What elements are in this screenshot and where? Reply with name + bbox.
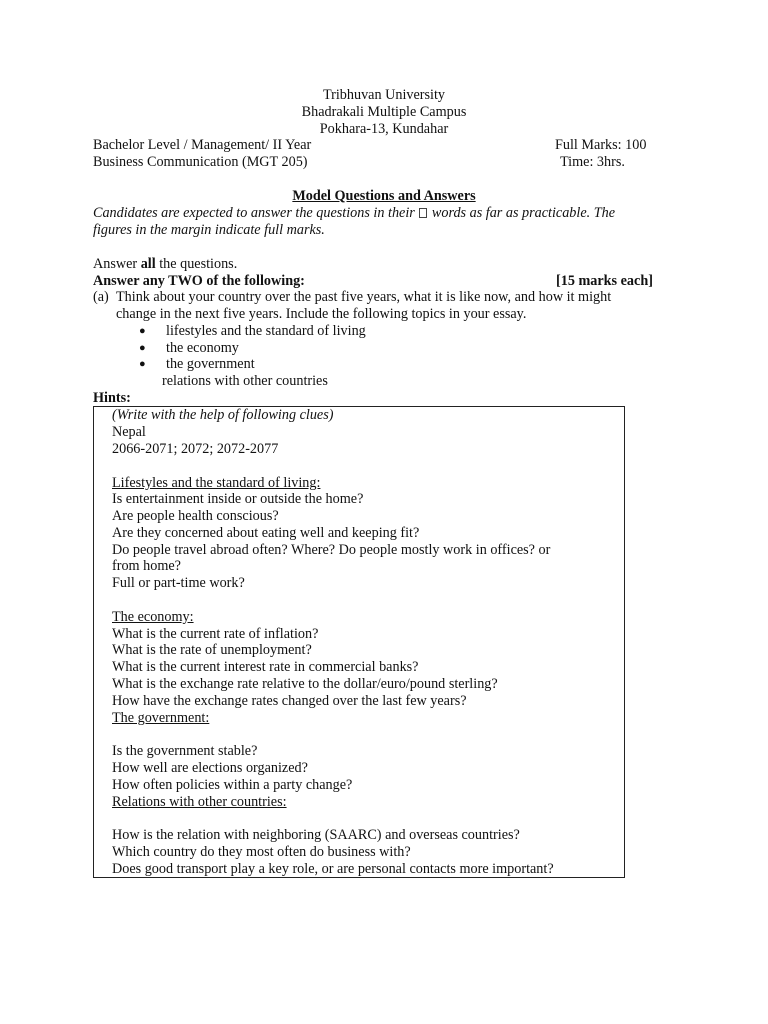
hints-years: 2066-2071; 2072; 2072-2077 (112, 441, 279, 457)
economy-item: How have the exchange rates changed over the last few years? (112, 693, 467, 709)
level-info: Bachelor Level / Management/ II Year (93, 137, 312, 153)
economy-item: What is the current rate of inflation? (112, 626, 319, 642)
bullet-icon: ● (139, 358, 146, 370)
question-label: (a) (93, 289, 109, 305)
answer-instruction (93, 256, 237, 273)
section-heading: Answer any TWO of the following: (93, 273, 305, 289)
economy-item: What is the rate of unemployment? (112, 642, 312, 658)
section-marks: [15 marks each] (556, 273, 653, 289)
lifestyle-item: Are they concerned about eating well and keeping fit? (112, 525, 420, 541)
full-marks: Full Marks: 100 (555, 137, 647, 153)
hints-intro: (Write with the help of following clues) (112, 407, 334, 423)
answer-bold: all (140, 256, 156, 272)
bullet-item: the economy (166, 340, 239, 356)
lifestyle-heading: Lifestyles and the standard of living: (112, 475, 321, 491)
government-item: How often policies within a party change? (112, 777, 353, 793)
instructions-line-1b: words as far as practicable. The (431, 205, 616, 221)
course-name: Business Communication (MGT 205) (93, 154, 308, 170)
bullet-item: lifestyles and the standard of living (166, 323, 366, 339)
question-line-2: change in the next five years. Include the following topics in your essay. (116, 306, 527, 322)
instructions-line-2: figures in the margin indicate full marks. (93, 222, 325, 238)
lifestyle-item: from home? (112, 558, 181, 574)
question-line-1: Think about your country over the past five years, what it is like now, and how it might (116, 289, 612, 305)
instructions-line-1 (93, 205, 615, 222)
bullet-item: relations with other countries (162, 373, 328, 389)
exam-time: Time: 3hrs. (560, 154, 625, 170)
economy-item: What is the exchange rate relative to the dollar/euro/pound sterling? (112, 676, 498, 692)
relations-item: Which country do they most often do business with? (112, 844, 411, 860)
relations-item: How is the relation with neighboring (SAARC) and overseas countries? (112, 827, 520, 843)
economy-item: What is the current interest rate in commercial banks? (112, 659, 419, 675)
document-title: Model Questions and Answers (292, 188, 476, 204)
lifestyle-item: Do people travel abroad often? Where? Do people mostly work in offices? or (112, 542, 551, 558)
lifestyle-item: Is entertainment inside or outside the home? (112, 491, 364, 507)
missing-glyph-icon (419, 208, 427, 218)
relations-item: Does good transport play a key role, or are personal contacts more important? (112, 861, 554, 877)
instructions-line-1a: Candidates are expected to answer the questions in their (93, 205, 415, 221)
university-name: Tribhuvan University (322, 87, 446, 103)
lifestyle-item: Full or part-time work? (112, 575, 245, 591)
government-heading: The government: (112, 710, 210, 726)
campus-name: Bhadrakali Multiple Campus (301, 104, 467, 120)
lifestyle-item: Are people health conscious? (112, 508, 279, 524)
relations-heading: Relations with other countries: (112, 794, 287, 810)
government-item: How well are elections organized? (112, 760, 308, 776)
bullet-icon: ● (139, 342, 146, 354)
economy-heading: The economy: (112, 609, 194, 625)
hints-label: Hints: (93, 390, 131, 406)
government-item: Is the government stable? (112, 743, 258, 759)
answer-prefix: Answer (93, 256, 138, 272)
bullet-icon: ● (139, 325, 146, 337)
bullet-item: the government (166, 356, 255, 372)
hints-country: Nepal (112, 424, 146, 440)
campus-address: Pokhara-13, Kundahar (319, 121, 449, 137)
answer-suffix: the questions. (159, 256, 238, 272)
